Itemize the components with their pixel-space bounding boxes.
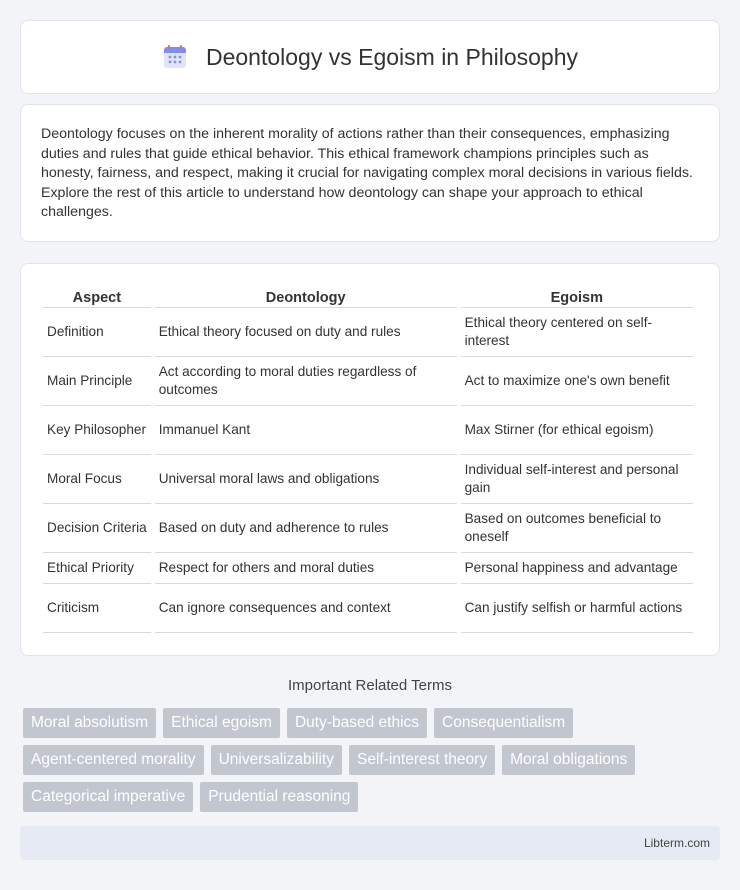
- related-term-tag[interactable]: Moral obligations: [502, 745, 635, 775]
- cell-aspect: Ethical Priority: [43, 553, 151, 584]
- table-row: [43, 357, 693, 406]
- cell-egoism: Individual self-interest and personal gain: [461, 455, 693, 504]
- cell-aspect: Main Principle: [43, 357, 151, 406]
- cell-egoism: Ethical theory centered on self-interest: [461, 308, 693, 357]
- intro-card: [20, 104, 720, 242]
- cell-aspect: Key Philosopher: [43, 406, 151, 455]
- related-term-tag[interactable]: Moral absolutism: [23, 708, 156, 738]
- related-term-tag[interactable]: Ethical egoism: [163, 708, 280, 738]
- table-row: [43, 553, 693, 584]
- column-header-aspect: Aspect: [43, 284, 151, 308]
- cell-egoism: Max Stirner (for ethical egoism): [461, 406, 693, 455]
- page-title: Deontology vs Egoism in Philosophy: [205, 43, 579, 70]
- table-row: [43, 584, 693, 633]
- cell-egoism: Act to maximize one's own benefit: [461, 357, 693, 406]
- cell-egoism: Personal happiness and advantage: [461, 553, 693, 584]
- related-term-tag[interactable]: Self-interest theory: [349, 745, 495, 775]
- cell-aspect: Moral Focus: [43, 455, 151, 504]
- table-header-row: [43, 284, 693, 308]
- footer-bar: [20, 826, 720, 860]
- related-term-tag[interactable]: Agent-centered morality: [23, 745, 204, 775]
- related-term-tag[interactable]: Consequentialism: [434, 708, 573, 738]
- related-terms-list: [23, 708, 723, 812]
- cell-egoism: Based on outcomes beneficial to oneself: [461, 504, 693, 553]
- related-terms-heading: Important Related Terms: [288, 677, 452, 694]
- footer-site-link[interactable]: Libterm.com: [643, 836, 710, 850]
- related-term-tag[interactable]: Prudential reasoning: [200, 782, 358, 812]
- table-row: [43, 308, 693, 357]
- cell-deontology: Immanuel Kant: [155, 406, 457, 455]
- cell-deontology: Ethical theory focused on duty and rules: [155, 308, 457, 357]
- related-term-tag[interactable]: Universalizability: [211, 745, 342, 775]
- cell-egoism: Can justify selfish or harmful actions: [461, 584, 693, 633]
- related-term-tag[interactable]: Duty-based ethics: [287, 708, 427, 738]
- cell-deontology: Respect for others and moral duties: [155, 553, 457, 584]
- column-header-deontology: Deontology: [155, 284, 457, 308]
- cell-deontology: Based on duty and adherence to rules: [155, 504, 457, 553]
- header-card: [20, 20, 720, 94]
- column-header-egoism: Egoism: [461, 284, 693, 308]
- cell-aspect: Definition: [43, 308, 151, 357]
- cell-aspect: Criticism: [43, 584, 151, 633]
- table-row: [43, 406, 693, 455]
- comparison-table-card: [20, 263, 720, 656]
- cell-deontology: Universal moral laws and obligations: [155, 455, 457, 504]
- calendar-app-icon: [162, 44, 188, 70]
- related-term-tag[interactable]: Categorical imperative: [23, 782, 193, 812]
- cell-aspect: Decision Criteria: [43, 504, 151, 553]
- comparison-table: [39, 284, 697, 633]
- cell-deontology: Act according to moral duties regardless of outcomes: [155, 357, 457, 406]
- cell-deontology: Can ignore consequences and context: [155, 584, 457, 633]
- intro-paragraph: Deontology focuses on the inherent morality of actions rather than their consequences, emphasizing duties and rules that guide ethical behavior. This ethical framework champions principles such as honesty, fairness, and respect, making it crucial for navigating complex moral decisions in various fields. Explore the rest of this article to understand how deontology can shape your approach to ethical challenges.: [41, 126, 693, 221]
- table-row: [43, 455, 693, 504]
- table-row: [43, 504, 693, 553]
